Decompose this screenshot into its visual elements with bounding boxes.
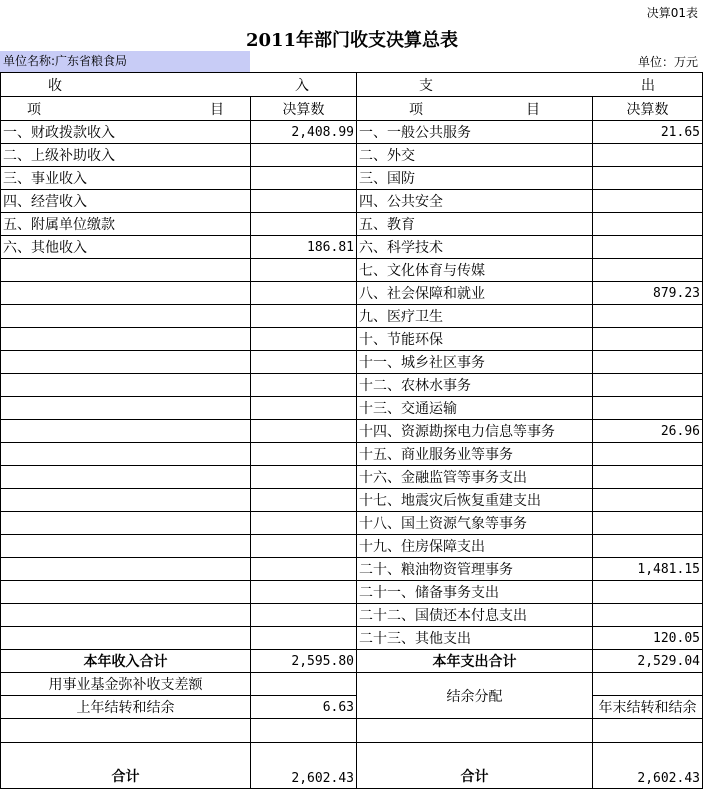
header-row-section <box>1 73 703 97</box>
surplus-value <box>593 673 703 696</box>
income-item <box>1 420 251 443</box>
expense-amount <box>593 213 703 236</box>
expense-item: 十二、农林水事务 <box>357 374 593 397</box>
grand-total-label-right: 合计 <box>357 743 593 789</box>
carry-out-label: 年末结转和结余 <box>593 696 703 719</box>
header-row-columns <box>1 97 703 121</box>
summary-row-totals <box>1 650 703 673</box>
expense-amount <box>593 190 703 213</box>
expense-amount <box>593 351 703 374</box>
income-amount <box>251 420 357 443</box>
income-amount: 186.81 <box>251 236 357 259</box>
table-row <box>1 282 703 305</box>
expense-amount <box>593 489 703 512</box>
expense-amount-header: 决算数 <box>593 97 703 121</box>
table-row <box>1 466 703 489</box>
expense-item: 十一、城乡社区事务 <box>357 351 593 374</box>
expense-amount <box>593 397 703 420</box>
blank-cell <box>1 719 251 743</box>
expense-total-label: 本年支出合计 <box>357 650 593 673</box>
expense-item: 十三、交通运输 <box>357 397 593 420</box>
table-row <box>1 443 703 466</box>
expense-amount <box>593 374 703 397</box>
expense-amount <box>593 512 703 535</box>
fund-value <box>251 673 357 696</box>
table-row <box>1 305 703 328</box>
income-amount <box>251 328 357 351</box>
income-amount <box>251 167 357 190</box>
expense-header-right: 出 <box>641 77 655 94</box>
income-amount <box>251 351 357 374</box>
income-item <box>1 305 251 328</box>
income-item <box>1 627 251 650</box>
expense-amount <box>593 328 703 351</box>
blank-cell <box>593 719 703 743</box>
income-item: 一、财政拨款收入 <box>1 121 251 144</box>
table-body <box>1 121 703 650</box>
expense-amount <box>593 236 703 259</box>
expense-total-value: 2,529.04 <box>593 650 703 673</box>
income-item: 三、事业收入 <box>1 167 251 190</box>
expense-item: 四、公共安全 <box>357 190 593 213</box>
income-amount-header: 决算数 <box>251 97 357 121</box>
table-row <box>1 558 703 581</box>
table-row <box>1 121 703 144</box>
expense-item: 五、教育 <box>357 213 593 236</box>
expense-amount <box>593 167 703 190</box>
expense-item: 十六、金融监管等事务支出 <box>357 466 593 489</box>
table-row <box>1 627 703 650</box>
income-total-label: 本年收入合计 <box>1 650 251 673</box>
income-item <box>1 466 251 489</box>
form-code: 决算01表 <box>646 6 698 20</box>
item-header-left: 项 <box>27 101 41 118</box>
summary-row-carry <box>1 696 703 719</box>
income-item: 二、上级补助收入 <box>1 144 251 167</box>
expense-item: 二、外交 <box>357 144 593 167</box>
income-header-right: 入 <box>295 77 309 94</box>
table-row <box>1 236 703 259</box>
expense-item: 七、文化体育与传媒 <box>357 259 593 282</box>
expense-item: 十七、地震灾后恢复重建支出 <box>357 489 593 512</box>
org-name: 单位名称:广东省粮食局 <box>0 51 250 72</box>
income-amount <box>251 213 357 236</box>
table-row <box>1 374 703 397</box>
income-item <box>1 558 251 581</box>
grand-total-left: 2,602.43 <box>251 743 357 789</box>
table-row <box>1 259 703 282</box>
expense-amount <box>593 466 703 489</box>
expense-item: 二十二、国债还本付息支出 <box>357 604 593 627</box>
expense-item: 二十一、储备事务支出 <box>357 581 593 604</box>
expense-amount <box>593 259 703 282</box>
grand-total-label-left: 合计 <box>1 743 251 789</box>
income-item <box>1 351 251 374</box>
income-amount <box>251 604 357 627</box>
income-amount <box>251 443 357 466</box>
unit-label: 单位：万元 <box>637 55 698 69</box>
income-item: 五、附属单位缴款 <box>1 213 251 236</box>
expense-item: 十、节能环保 <box>357 328 593 351</box>
expense-amount <box>593 305 703 328</box>
expense-amount: 26.96 <box>593 420 703 443</box>
expense-header-left: 支 <box>419 77 433 94</box>
income-amount <box>251 282 357 305</box>
income-item <box>1 512 251 535</box>
item-header-right: 目 <box>210 101 224 118</box>
income-total-value: 2,595.80 <box>251 650 357 673</box>
summary-row-blank <box>1 719 703 743</box>
income-item: 四、经营收入 <box>1 190 251 213</box>
report-table <box>0 72 703 789</box>
blank-cell <box>357 719 593 743</box>
income-item <box>1 535 251 558</box>
income-amount <box>251 190 357 213</box>
income-item <box>1 443 251 466</box>
table-row <box>1 489 703 512</box>
expense-item: 二十、粮油物资管理事务 <box>357 558 593 581</box>
expense-amount: 120.05 <box>593 627 703 650</box>
expense-item: 十五、商业服务业等事务 <box>357 443 593 466</box>
expense-item-header <box>357 97 593 121</box>
income-item <box>1 397 251 420</box>
income-item <box>1 604 251 627</box>
summary-body <box>1 650 703 789</box>
table-row <box>1 213 703 236</box>
summary-row-grand <box>1 743 703 789</box>
expense-header <box>357 73 703 97</box>
expense-item: 六、科学技术 <box>357 236 593 259</box>
surplus-label <box>357 673 593 719</box>
income-amount <box>251 466 357 489</box>
income-amount: 2,408.99 <box>251 121 357 144</box>
income-amount <box>251 581 357 604</box>
income-item <box>1 259 251 282</box>
income-header-left: 收 <box>48 77 62 94</box>
expense-amount: 21.65 <box>593 121 703 144</box>
table-row <box>1 512 703 535</box>
income-item <box>1 282 251 305</box>
expense-item: 十九、住房保障支出 <box>357 535 593 558</box>
income-amount <box>251 374 357 397</box>
income-item <box>1 374 251 397</box>
expense-item: 一、一般公共服务 <box>357 121 593 144</box>
income-item <box>1 489 251 512</box>
surplus-label-text: 结余分配 <box>446 688 503 705</box>
expense-amount <box>593 581 703 604</box>
grand-total-right: 2,602.43 <box>593 743 703 789</box>
summary-row-fund <box>1 673 703 696</box>
income-amount <box>251 397 357 420</box>
expense-amount: 1,481.15 <box>593 558 703 581</box>
table-row <box>1 190 703 213</box>
table-row <box>1 328 703 351</box>
table-row <box>1 351 703 374</box>
income-amount <box>251 512 357 535</box>
table-row <box>1 167 703 190</box>
expense-amount <box>593 144 703 167</box>
income-item: 六、其他收入 <box>1 236 251 259</box>
income-item-header <box>1 97 251 121</box>
expense-amount: 879.23 <box>593 282 703 305</box>
income-amount <box>251 627 357 650</box>
income-amount <box>251 558 357 581</box>
table-row <box>1 144 703 167</box>
income-amount <box>251 489 357 512</box>
income-amount <box>251 535 357 558</box>
carry-in-value: 6.63 <box>251 696 357 719</box>
report-title: 2011年部门收支决算总表 <box>245 30 459 51</box>
blank-cell <box>251 719 357 743</box>
income-item <box>1 581 251 604</box>
table-row <box>1 581 703 604</box>
expense-amount <box>593 604 703 627</box>
item-header-right: 目 <box>526 101 540 118</box>
expense-item: 八、社会保障和就业 <box>357 282 593 305</box>
income-amount <box>251 305 357 328</box>
expense-item: 十四、资源勘探电力信息等事务 <box>357 420 593 443</box>
expense-item: 二十三、其他支出 <box>357 627 593 650</box>
income-item <box>1 328 251 351</box>
income-amount <box>251 259 357 282</box>
table-row <box>1 420 703 443</box>
income-amount <box>251 144 357 167</box>
table-row <box>1 604 703 627</box>
expense-item: 九、医疗卫生 <box>357 305 593 328</box>
expense-amount <box>593 443 703 466</box>
table-row <box>1 535 703 558</box>
table-row <box>1 397 703 420</box>
expense-amount <box>593 535 703 558</box>
expense-item: 三、国防 <box>357 167 593 190</box>
expense-item: 十八、国土资源气象等事务 <box>357 512 593 535</box>
carry-in-label: 上年结转和结余 <box>1 696 251 719</box>
income-header <box>1 73 357 97</box>
fund-label: 用事业基金弥补收支差额 <box>1 673 251 696</box>
item-header-left: 项 <box>409 101 423 118</box>
